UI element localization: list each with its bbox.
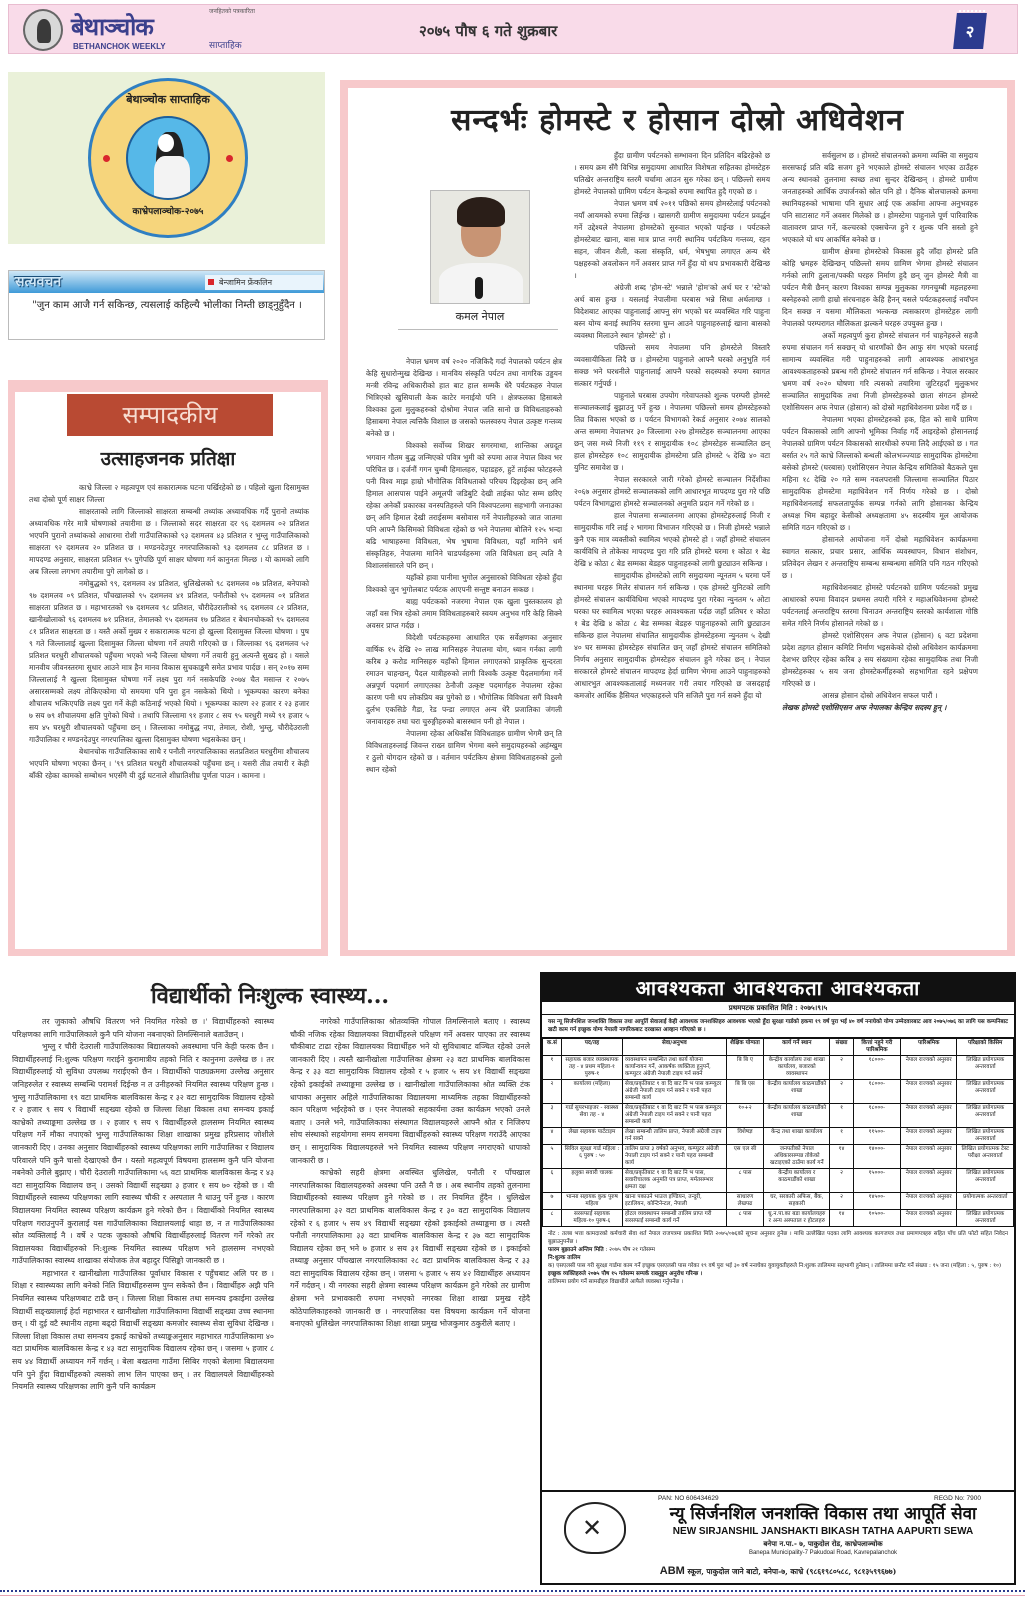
editorial-paragraph: साक्षरताको लागि जिल्लाको साक्षरता सम्बन्धी तथ्यांक अध्यावधिक गर्दै पुरानो तथ्यांक अध्यावधिक गरेर मात्रै घोषणाको तयारीमा छ । जिल्लाको सदर साक्षरता दर ९६ दशमलव ०२ प्रतिशत भएपनि पुरानो तथ्यांकको आधारमा रोशी गाउँपालिकाको ९३ दशमलव ४३ प्रतिशत र भुम्लु गाउँपालिकाको साक्षरता ९२ दशमलव २० प्रतिशत छ । मण्डनदेउपुर नगरपालिकाको ९३ दशमलव ८८ प्रतिशत छ । मापदण्ड अनुसार, साक्षरता प्रतिशत ९५ पुगेपछि पूर्ण साक्षर घोषणा गर्न कानुनतः मिल्छ । यो कामको लागि अब जिल्ला लगभग तयारीमा पुगे लागेको छ । [29, 507, 309, 576]
vacancy-advertisement [540, 972, 1016, 1585]
vacancy-cell: प्रयोगात्मक अन्तरवार्ता [957, 1193, 1014, 1210]
article-paragraph: हुँदा ग्रामीण पर्यटनको सम्भावना दिन प्रतिदिन बढिरहेको छ । समय क्रम सँगै विभिन्न समुदायमा आधारित विशेषता सहितका होमस्टेहरु घतिखेर अन्तराष्ट्रिय स्तरमै चर्चामा आउन सुरु गरेका छन् । पछिल्लो समय होमस्टे नेपालको ग्रामिण पर्यटन केन्द्रको रुपमा स्थापित हुदै गएको छ । [574, 151, 770, 196]
vacancy-cell: १८०००- [853, 1104, 900, 1128]
deadline-label: फारम बुझाउने अन्तिम मिति [548, 1247, 604, 1253]
vacancy-cell: ८ [543, 1210, 562, 1227]
training-label: नि:शुल्क तालिम [548, 1255, 581, 1261]
vacancy-cell: नेपाल राज्यको अनुसार [900, 1104, 957, 1128]
article-column-1 [366, 356, 562, 776]
editorial-paragraph: नमोबुद्धको ९९, दशमलव २४ प्रतिशत, धुलिखेलको ९८ दशमलव ०७ प्रतिशत, बनेपाको ९७ दशमलव ०९ प्रतिशत, पाँचखालको ९५ दशमलव ४१ प्रतिशत, पनौतीको ९५ दशमलव ०१ प्रतिशत साक्षरता प्रतिशत छ । महाभारतको ९७ दशमलव ९८ प्रतिशत, चौरीदेउरालीको ९६ दशमलव ८२ प्रतिशत, खानीखोलाको ९६ दशमलव ७१ प्रतिशत, तेमालको ९५ दशमलव १७ प्रतिशत र बेथानचोकको ९५ दशमलव ८१ प्रतिशत साक्षरता छ । यस्तै अर्को मुख्य र सकारात्मक घटना हो खुल्ला दिसामुक्त जिल्ला घोषणा । पुष ९ गते जिल्लालाई खुल्ला दिसामुक्त जिल्ला घोषणा गर्ने तयारी गरिएको छ । जिल्लाका ९६ दशमलव ५२ प्रतिशत घरधुरी शौचालयको पहुँचमा भएको भन्दै जिल्ला घोषणा गर्ने तयारी हुनु अत्यन्तै सुखद हो । यसले मानवीय जीवनस्तरमा सुधार आउने मात्र हैन मानव विकास सुचकाङ्कमै समेत प्रभाव पार्दछ । सन् २०१७ सम्म जिल्लालाई नै खुल्ला दिसामुक्त घोषणा गर्ने लक्ष्य पुरा गर्न नसकेपछि २०७४ चैत मसान्त र २०७५ असारसम्मको लक्ष्य तोकिएकोमा यो समयमा पनि पुरा हुन नसकेको थियो । भूकम्पका कारण बनेका शौचालय भत्किएपछि लक्ष्य पुरा गर्ने केही कठिनाई भएको थियो । भूकम्पका कारण २२ हजार र २३ हजार ७ सय ७९ शौचालयमा क्षति पुगेको थियो । तथापि जिल्लामा ९१ हजार ८ सय ९५ घरधुरी मध्ये ९१ हजार ५ सय ४५ घरधुरी शौचालयको पहुँचमा छन् । जिल्लाका नमोबुद्ध नपा, तेमाल, रोशी, भुम्लु, चौरीदेउराली गाउँपालिका र मण्डनदेउपुर नगरपालिका खुल्ला दिसामुक्त घोषणा भइसकेका छन् । [29, 579, 309, 744]
vacancy-cell: ११५००- [853, 1128, 900, 1145]
ad-header: आवश्यकता आवश्यकता आवश्यकता [542, 974, 1014, 1002]
vacancy-cell: नेपाल राज्यको अनुसार [900, 1210, 957, 1227]
logo-panel [8, 72, 325, 244]
vacancy-cell: केन्द्रीय कार्यालय काठमाडौंको शाखा [764, 1104, 830, 1128]
column-header: परिक्षाको किसिम [957, 1039, 1014, 1056]
vacancy-cell: केन्द्रीय कार्यालय तथा शाखा कार्यालय, बजारको व्यवस्थापन [764, 1056, 830, 1080]
seal-dot-icon [103, 155, 110, 162]
vacancy-cell: ८ पास [726, 1210, 764, 1227]
column-header: कित्तां नहुने गरी पारिश्रमिक [853, 1039, 900, 1056]
masthead-english-name: BETHANCHOK WEEKLY [73, 42, 166, 51]
editorial-content [15, 392, 321, 949]
editorial-body [29, 482, 309, 782]
editorial-banner: सम्पादकीय [67, 394, 273, 436]
ad-footer-note: तालिममा प्रयोग गर्ने सामग्रीहरु विद्यार्थीले आफैले व्यवस्था गर्नुपर्नेछ । [548, 1279, 684, 1285]
vacancy-cell: नेपाल राज्यको अनुसार [900, 1169, 957, 1193]
vacancy-cell: ४ [543, 1128, 562, 1145]
vacancy-cell: बि बि ए [726, 1056, 764, 1080]
masthead [8, 4, 1018, 54]
vacancy-row [543, 1210, 1014, 1227]
article-paragraph: अर्को महत्वपुर्ण कुरा होमस्टे संचालन गर्न चाहनेहरुले सहजै रुपमा संचालन गर्न सक्छन् यो धारणाँको छैन आफु संग भएको घरलाई सामान्य व्यवस्थित गरी पाहुनाहरुको लागी आवश्यक आधारभुत आवश्यकताहरुको प्रबन्ध गरी होमस्टे संचालन गर्न सकिन्छ । नेपाल सरकार भ्रमण वर्ष २०२० घोषणा गरि त्यसको तयारिमा जुटिरहदाँ मुलुकभर सञ्चालित सामुदायिक तथा निजी होमस्टेहरुको छाता संगठन होमस्टे एशोसियसन अफ नेपाल (होसान) को दोस्रो महाधिवेशनमा प्रवेश गर्दै छ । [782, 331, 978, 412]
vacancy-cell: सहायक बजार व्यवस्थापक तह - ४ प्रथम महिला-१ पुरुष-१ [561, 1056, 622, 1080]
article-paragraph: विश्वको सर्वोच्च शिखर सगरमाथा, शान्तिका अग्रदूत भगवान गौतम बुद्ध जन्मिएको पवित्र भुमी को रुपमा आज नेपाल विश्व भर परिचित छ । दर्जनौं गगन चुम्बी हिमालहरु, पहाडहरु, हुटें ताईका फोटहरुले पनी विश्व माझ हाम्रो भौगोलिक विविधताको परिचय दिइरहेका छन् अनि हिमाल आसपास पाईने अमूलपी जडिबुटि देखी ताईका फोट सम्म छरिए रहेका अनेकौं प्रकारका वनस्पतिहरुले पनि विश्वपटलमा सहभागी जनाउका छन् अनि हिमाल देखी तराईसम्म बसोवास गर्ने नेपालीहरुको जात जातमा पनि आफ्नै किसिमको विविधता रहेको छ भने नेपालमा बोलिने १२५ भन्दा बढि भाषाहरुमा विविधता, भेष भुषामा विविधता, यहाँ मानिने धर्म संस्कृतिहरु, नेपालमा मानिने चाडपर्वहरुमा जति विविधता छन् त्यति नै विशालसंसारले पनि छन् । [366, 441, 562, 570]
ad-note: नोट : तलब भत्ता कामदारको कर्मचारी सेवा शर्त नेपाल राजपत्रमा प्रकाशित मिति २०७५/०७६को सूचना अनुसार हुनेछ । माथि उल्लेखित पदका लागि आवश्यक कागजपत्र तथा प्रमाणपत्रहरु सहित पाँच प्रति फोटो सहित निवेदन बुझाउनुपर्नेछ । [548, 1231, 1008, 1245]
article-paragraph: नेपालमा भएका होमस्टेहरुको हक, हित को साथै ग्रामिण पर्यटन विकासको लागि आफ्नो भूमिका निर्वाह गर्दै आइरहेको होसानलाई नेपालको ग्रामिण पर्यटन विकासको सारथीको रुपमा लिदै आईएको छ । गत बर्सात २५ गते काभ्रे जिल्लाको बन्थली कोलभञ्ज्याङ सामुदायिक होमस्टेमा बसेको होमस्टे (घरबास) एशोसिएसन नेपाल केन्द्रिय समितिको बैठकले पुस महिना १८ देखि २० गते सम्म नवलपरासी जिल्लामा सञ्चालित पिठार सामुदायिक होमस्टेमा महाधिवेशन गर्ने निर्णय गरेको छ । दोस्रो महाधिवेशनलाई सफलतापूर्वक सम्पन्न गर्नको लागि होसानका केन्द्रिय अध्यक्ष भिम बहादुर केसीको अध्यक्षतामा ४५ सदस्यीय मूल आयोजक समिति गठन गरिएको छ । [782, 415, 978, 532]
deadline-value: : २०७५ पौष २१ गतेसम्म [605, 1247, 655, 1253]
article-paragraph: काभ्रेको सहरी क्षेत्रमा अवस्थित धुलिखेल, पनौती र पाँचखाल नगरपालिकाका विद्यालयहरुको अवस्था पनि उस्तै नै छ । अब स्थानीय तहको तुलनामा विद्यार्थीहरुको स्वास्थ्य परिक्षण हुने गरेको छ । तर नियमित हुँदैन । धुलिखेल नगरपालिकामा ३२ वटा प्राथमिक बालविकास केन्द्र र ३० वटा सामुदायिक विद्यालय रहेको र ६ हजार ५ सय ४९ विद्यार्थी सङ्ख्या रहेको इकाईको तथ्याङ्कमा छ । त्यस्तै पनौती नगरपालिकामा ३३ वटा प्राथमिक बालविकास केन्द्र र ३७ वटा सामुदायिक विद्यालय रहेका छन् भने ७ हजार ४ सय ३१ विद्यार्थी सङ्ख्या रहेको छ । इकाईको तथ्याङ्क अनुसार पाँचखाल नगरपालिकाका २८ वटा प्राथमिक बालविकास केन्द्र र ३३ वटा सामुदायिक विद्यालय रहेका छन् । जसमा ५ हजार ५ सय ४२ विद्यार्थीहरु अध्यायन गर्ने गर्दछन् । यी नगरका सहरी क्षेत्रमा स्वास्थ्य परिक्षण कार्यक्रम हुने गरेको तर ग्रामीण क्षेत्रमा भने प्रभावकारी रुपमा नभएको नगरका शिक्षा शाखा प्रमुख रहेदै कोठेपालिकाहरुको जानकारी छ । नगरपालिका यस विषयमा कार्यक्रम गर्ने योजना बनाएको धुलिखेल नगरपालिकाका शिक्षा शाखा प्रमुख भोजकुमार ठकुरीले बताए । [290, 1168, 530, 1329]
vacancy-cell: लेखा सहायक पार्टटाइम [561, 1128, 622, 1145]
article-paragraph: महाभारत र खानीखोला गाउँपालिका पूर्वाधार विकास र पहुँचबाट अलि पर छ । शिक्षा र स्वास्थ्यका लागि बनेको निति विद्यार्थीहरुसम्म पुग्न सकेको छैन । विद्यार्थीहरु अझै पनि नियमित स्वास्थ्य परिक्षणबाट टाढै छन् । जिल्ला शिक्षा विकास तथा समन्वय इकाईमा उल्लेख विद्यार्थी सङ्ख्यालाई हेर्दा महाभारत र खानीखोला गाउँपालिकामा विद्यार्थी सङ्ख्या उच्च स्थानमा छन् । यी दुई वटै स्थानीय तहमा बढ्दो विद्यार्थी सङ्ख्या कमजोर स्वास्थ्य सेवा सुविधा देखिन्छ । जिल्ला शिक्षा विकास तथा समन्वय इकाई काभ्रेको तथ्याङ्कअनुसार महाभारत गाउँपालिकामा ४० वटा प्राथमिक बालविकास केन्द्र र ४३ वटा सामुदायिक विद्यालय रहेका छन् । जसमा ५ हजार ८ सय ४४ विद्यार्थी अध्यायन गर्ने गर्छन् । बेला बखतमा गाउँमा सिबिर गएको बेलामा बिद्यालयमा पनि पुने हुँदा विद्यार्थीहरुको त्यसको लाभ लिन पाएका छन् । तर विद्यालयले विद्यार्थीहरुको नियमति स्वास्थ्य परिक्षणका लागि कुनै पनि कार्यक्रम [12, 1268, 274, 1392]
page-number-badge [953, 13, 987, 49]
vacancy-cell: नेपाल राज्यको अनुसार [900, 1080, 957, 1104]
vacancy-cell: १ [830, 1104, 854, 1128]
quote-author-bar [205, 275, 323, 290]
vacancy-cell: लेखा सम्बन्धी तालिम प्राप्त, नेपाली अंग्रेजी टाइप गर्न सक्ने [623, 1128, 727, 1145]
vacancy-cell: गार्ड सुपरभाइजर - स्वास्थ्य सेवा तह - ४ [561, 1104, 622, 1128]
vacancy-cell: १४ [830, 1145, 854, 1169]
quote-title: सत्यवचन [15, 274, 62, 290]
vacancy-cell: धु.न.पा.का बडा कार्यालयहरु र अन्य अस्पताल र होटलहरु [764, 1210, 830, 1227]
editorial-paragraph: काभ्रे जिल्ला २ महत्वपूण एवं सकारात्मक घटना पर्खिरहेको छ । पहिलो खुला दिसामुक्त तथा दोस्रो पूर्ण साक्षर जिल्ला [29, 483, 309, 504]
vacancy-cell: सेवा/प्रकृतिबाट १ वा दि बाट नि भ पास कम्प्युटर अंग्रेजी नेपाली टाइप गर्न सक्ने र पानी पहरा सम्बन्धी कार्य [623, 1104, 727, 1128]
quote-author: बेन्जामिन फ्रेंकलिन [219, 278, 273, 287]
organization-name-nepali: न्यू सिर्जनशिल जनशक्ति विकास तथा आपूर्ति सेवा [669, 1504, 977, 1524]
vacancy-row [543, 1056, 1014, 1080]
column-header: सेवा/अनुभव [623, 1039, 727, 1056]
article-paragraph: बाह्य पर्यटकको नजरमा नेपाल एक खुला पुस्तकालय हो जहाँ वस भित्र रहेको तमाम विविधताहरुबारे स्वयम अनुभव गरि केहि सिक्ने अवसर प्राप्त गर्दछ । [366, 597, 562, 630]
article-paragraph: महाधिवेशनबाट होमस्टे पर्यटनको ग्रामिण पर्यटनको प्रमुख आधारको रुपमा विवादन प्रथमस तयारी गरिने र महाअधिवेशनमा होमस्टे पर्यटनलाई अन्तराष्ट्रिय स्तरमा चिनाउन अन्तराष्ट्रिय स्तरको कार्यशाला गोष्ठि समेत गरिने निर्णय होसानले गरेको छ । [782, 583, 978, 628]
vacancy-cell: १८०००- [853, 1080, 900, 1104]
article-paragraph: पछिल्लो समय नेपालमा पनि होमस्टेले विस्तारै व्यवसायीकिता लिदै छ । होमस्टेमा पाहुनाले आफ्नै घरको अनुभुति गर्न सक्छ भने घरधनीले पाहुनालाई आफ्नै घरको सदस्यको रुपमा स्वागत सत्कार गर्नुपर्छ । [574, 343, 770, 388]
vacancy-cell: लिखित प्रयोगात्मक टेस्ट परीक्षा अन्तरवार्ता [957, 1145, 1014, 1169]
vacancy-cell: ५ [543, 1145, 562, 1169]
article-paragraph: होसानले आयोजना गर्ने दोस्रो महाधिवेशन कार्यक्रममा स्वागत सत्कार, प्रचार प्रसार, आर्थिक व्यवस्थापन, विधान संशोधन, प्रतिवेदन लेखन र अन्तराष्ट्रिय सम्बन्ध सम्बन्धमा समिति पनि गठन गरिएको छ । [782, 535, 978, 580]
vacancy-cell: १४०००- [853, 1145, 900, 1169]
article-paragraph: यहाँको हावा पानीमा भुगोल अनुसारको विविधता रहेको हुँदा विश्वको जुन भुगोलबाट पर्यटक आएपनी सन्तुष्ट बनाउन सकछ । [366, 573, 562, 594]
masthead-weekly-label: साप्ताहिक [209, 41, 242, 51]
vacancy-cell: तालिम प्राप्त ३ वर्षको अनुभव, कम्प्युटर अंग्रेजी नेपाली टाइप गर्न सक्ने र पानी पहरा सम्बन्धी कार्य [623, 1145, 727, 1169]
quote-box [8, 270, 325, 340]
vacancy-cell: लिखित प्रयोगात्मक अन्तरवार्ता [957, 1104, 1014, 1128]
vacancy-cell: १ [830, 1128, 854, 1145]
masthead-logo-icon [23, 9, 63, 51]
vacancy-cell: केन्द्र तथा शाखा कार्यालय [764, 1128, 830, 1145]
contact-text: स्कूल, पाकुदोल जाने बाटो, बनेपा-७, काभ्रे (९८६१९८०५८८, ९८१३५९९६७७) [687, 1567, 897, 1576]
seal-dot-icon [226, 155, 233, 162]
vacancy-cell: सेवा/प्रकृतिबाट १ वा दि बाट नि भ पास, सवारीचालक अनुमति पत्र प्राप्त, मर्मतसम्भार क्षमता दक्ष [623, 1169, 727, 1193]
article-paragraph: नगरेको गाउँपालिकाका श्रोतव्यक्ति गोपाल तिमल्सिनाले बताए । स्वास्थ्य चौकी नजिक रहेका विद्यालयका विद्यार्थीहरुले परिक्षण गर्ने अवसर पाएका तर स्वास्थ्य चौकीबाट टाढा रहेका विद्यालयका विद्यार्थीहरु भने यो सुविधाबाट वञ्चित रहेको उनले जानकारी दिए । त्यस्तै खानीखोला गाउँपालिका क्षेत्रमा २३ वटा प्राथमिक बालविकास केन्द्र र ३३ वटा सामुदायिक विद्यालय रहेको र ५ हजार ५ सय ४१ विद्यार्थी सङ्ख्या रहेको इकाईको तथ्याङ्कमा उल्लेख छ । खानीखोला गाउँपालिकाका श्रोत व्यक्ति टंक धापाका अनुसार अहिले गाउँपालिकाका विद्यालयमा माध्यमिक तहका विद्यार्थीहरुको कान परिक्षण भईरहेको छ । एनर नेपालको सहकार्यमा उक्त कार्यक्रम भएको उनले बताए । उनले भने, गाउँपालिकाका संस्थागत विद्यालयहरुले आफ्नै श्रोत र निजिरुप सोच संस्थाको सहयोगमा समय समयमा विद्यार्थीहरुको स्वास्थ्य परिक्षण गराउँदै आएका छन् । सामुदायिक विद्यालयहरुले भने नियमित स्वास्थ्य परिक्षण नगराएको धापाको जानकारी छ । [290, 1017, 530, 1165]
vacancy-cell: भान्सा सहायक कुक पुरुष महिला [561, 1193, 622, 1210]
quote-header [9, 271, 324, 293]
vacancy-cell: लिखित प्रयोगात्मक अन्तरवार्ता [957, 1080, 1014, 1104]
vacancy-cell: २ [830, 1169, 854, 1193]
vacancy-cell: सेवा/प्रकृतिबाट १ वा दि बाट नि भ पास कम्प्युटर अंग्रेजी नेपाली टाइप गर्न सक्ने र पानी पहरा सम्बन्धी कार्य [623, 1080, 727, 1104]
vacancy-cell: लिखित प्रयोगात्मक अन्तरवार्ता [957, 1128, 1014, 1145]
ad-publication-date: प्रथमपटक प्रकाशित मिति : २०७५।९।५ [542, 1002, 1014, 1015]
author-photo [430, 190, 530, 304]
vacancy-cell: घर, सरकारी अफिस, बैंक, सहकारी [764, 1193, 830, 1210]
vacancy-row [543, 1193, 1014, 1210]
homestay-article-content [348, 88, 1007, 950]
student-health-headline: विद्यार्थीको निःशुल्क स्वास्थ्य... [150, 983, 390, 1009]
vacancy-cell: लिखित प्रयोगात्मक अन्तरवार्ता [957, 1210, 1014, 1227]
vacancy-cell: एस एल सी [726, 1145, 764, 1169]
homestay-article [340, 80, 1015, 956]
vacancy-cell: जनपतीको नेपाल अधिकारसम्पन्न तोकेको खटाइएको ठाउँमा कार्य गर्ने [764, 1145, 830, 1169]
ad-intro: यस न्यू सिर्जनशिल जनशक्ति विकास तथा आपूर्ति सेवालाई केही आवश्यक जनशक्तिहरु आवश्यक भएको हुँदा सुरक्षा गार्डको हकमा १९ वर्ष पुरा भई ४० वर्ष ननाघेको योग्य उम्मेदवारबाट आव २०७५/०७६ का लागि यस कम्पनिबाट खटी काम गर्न इच्छुक योग्य नेपाली नागरिकबाट दरखास्त आव्हान गरिएको छ । [542, 1015, 1014, 1038]
article-paragraph: होमस्टे एशोसिएसन अफ नेपाल (होसान) ६ वटा प्रदेशमा प्रदेश तहगत होसान कमिटि निर्माण भइसकेको दोस्रो अधिवेशन कार्यक्रममा देशभर छरिएर रहेका करिब ३ सय संख्यामा रहेका सामुदायिक तथा निजी होमस्टेहरुका ५ सय जना होमस्टेकर्मीहरुको सहभागिता रहने प्रक्षेपण गरिएको छ । [782, 631, 978, 688]
training-text: क) एसएलसी पास गरी सुरक्षा गार्डमा काम गर्ने इच्छुक एसएलसी पास गरेका १९ वर्ष पुरा भई ३० वर्ष ननाघेका युवायुवतीहरुले नि:शुल्क तालिममा सहभागी हुनेछन् । तालिममा छनौट गर्ने संख्या : १५ जना (महिला : ५, पुरुष : १०) [548, 1263, 1002, 1269]
vacancy-cell: हलुका सवारी चालक [561, 1169, 622, 1193]
column-header: पारिश्रमिक [900, 1039, 957, 1056]
vacancy-table [542, 1038, 1014, 1227]
seal-top-text: बेथाञ्चोक साप्ताहिक [126, 93, 210, 106]
vacancy-cell: ८ पास [726, 1169, 764, 1193]
vacancy-cell: २ [830, 1056, 854, 1080]
registration-number: REGD No: 7900 [934, 1495, 981, 1502]
article-column-2 [574, 150, 770, 702]
vacancy-cell: ६ [543, 1169, 562, 1193]
square-bullet-icon [208, 279, 214, 285]
vacancy-cell: ३ [543, 1104, 562, 1128]
pan-number: PAN: NO 606434629 [658, 1495, 719, 1502]
quote-text: "जुन काम आजै गर्न सकिन्छ, त्यसलाई कहिल्यै भोलीका निम्ती छाड्नुहुँदैन । [32, 300, 302, 311]
article-paragraph: सामुदायीक होमस्टेको लागि समुदायमा न्यूनतम ५ घरमा पर्ने स्थानमा घरहरु मिलेर संचालन गर्न सकिन्छ । एक होमस्टे युनिटको लागि होमस्टे संचालन कार्यविधिमा भएको मापदण्ड पुरा गरेका न्युनतम ५ ओटा घरका घर स्वामित्व भएका घरहरु आवश्यकता पर्दछ जहाँ प्रतिघर १ कोठा १ बेड देखि ४ कोठा ८ बेड सम्मका बेडहरु पाहुनाहरुको लागि छुट्याउन सकिन्छ हाल नेपालमा संचालित सामुदायीक होमस्टेहरुमा न्युनतम ५ देखी ४० घर सम्मका होमस्टेहरु संचालित छन् जहाँ होमस्टे संचालन समितिको निर्णय अनुसार सामुदायीक होमस्टेहरु संचालन हुने गरेका छन् । नेपाल सरकारले होमस्टे संचालन मापदण्ड हेर्दा ग्रामिण भेगमा आउने पाहुनाहरुको आधारभुत आवश्यकतालाई मध्यनजर गरी तयार गरिएको छ जसदहाई कमजोर आर्थिक हैसियत भएकाहरुले पनि सजिलै पुरा गर्न सक्ने हुँदा यो [574, 571, 770, 700]
vacancy-cell: खाना पकाउने भाउज इण्डियन, तन्दुरी, इटालियन, कोन्टिनेन्टल, नेपाली [623, 1193, 727, 1210]
vacancy-cell: व्यवस्थापन सम्बन्धित तथा कार्य योजना कार्यान्वयन गर्ने, आकर्षक व्यक्तित्व हुनुपर्ने, कम्प्युटर अंग्रेजी नेपाली टाइप गर्न सक्ने [623, 1056, 727, 1080]
article-column-3 [782, 150, 978, 714]
article-paragraph: हाल नेपालमा सञ्चालनमा आएका होमस्टेहरुलाई निजी र सामुदायीक गरि लाई २ भागमा विभाजन गरिएको छ । निजी होमस्टे भन्नाले कुनै एक मात्र व्यक्तीको स्वामित्व भएको होमस्टे हो । जहाँ होमस्टे संचालन कार्यविधि ले तोकेका मापदण्ड पुरा गरि प्रति होमस्टे घरमा १ कोठा १ बेड देखि ४ कोठा ८ बेड सम्मका बेडहरु पाहुनाहरुको लागी छुट्याउन सकिन्छ । [574, 511, 770, 568]
organization-emblem-icon [564, 1502, 626, 1554]
vacancy-row [543, 1128, 1014, 1145]
vacancy-cell: बि बि एस [726, 1080, 764, 1104]
article-paragraph: आसन्न होसान दोस्रो अधिवेशन सफल पारौं । [822, 691, 938, 700]
portrait-hair [457, 197, 505, 227]
contact-brand: ABM [659, 1565, 685, 1577]
vacancy-cell: नेपाल राज्यको अनुसार [900, 1193, 957, 1210]
vacancy-cell: १५०००- [853, 1169, 900, 1193]
vacancy-cell: नेपाल राज्यको अनुसार [900, 1145, 957, 1169]
vacancy-row [543, 1145, 1014, 1169]
author-byline: लेखक होमस्टे एशोसिएसन अफ नेपालका केन्द्रिय सदस्य हुन् । [782, 703, 947, 712]
bottom-dotted-rule [0, 1590, 1025, 1596]
apply-text: इच्छुक व्यक्तिहरुले २०७५ पौष १५ गतेसम्म सम्पर्क राख्नुहुन अनुरोध गरिन्छ । [548, 1271, 703, 1277]
vacancy-cell: लिखित प्रयोगात्मक अन्तरवार्ता [957, 1169, 1014, 1193]
article-paragraph: पाहुनाले घरबास उपयोग गरेवापतको शुल्क परम्परी होमस्टे सञ्चालकलाई बुझाउनु पर्ने हुन्छ । नेपालमा पछिल्लो समय होमस्टेहरुको तिव्र विकास भएको छ । पर्यटन विभागको रेकर्ड अनुसार २०७४ सालको अन्त सम्ममा नेपालभर ३० जिल्लामा २२७ होमस्टेहरु सञ्चालनमा आएका छन् जस मध्ये निजी ११९ र सामुदायीक १०८ होमस्टेहरु सञ्चालित छन् हाल होमस्टेहरु १०८ सामुदायीक होमस्टेमा प्रति होमस्टे ५ देखि ४० वटा युनिट समावेश छ । [574, 391, 770, 472]
address-english: Banepa Municipality-7 Pakudoal Road, Kavrepalanchok [748, 1550, 898, 1556]
seal-figure-face [158, 134, 174, 152]
vacancy-cell: नेपाल राज्यको अनुसार [900, 1056, 957, 1080]
vacancy-cell: विशेषज्ञ [726, 1128, 764, 1145]
article-paragraph: ग्रामीण क्षेत्रमा होमस्टेको विकास हुदै जाँदा होमस्टे प्रति कोहि भ्रमहरु देखिन्छन् पछिल्लो समय ग्रामिण भेगमा होमस्टे संचालन गर्नको लागि ठुलाना/पक्की घरहरु निर्माण हुदै छन् जुन होमस्टे मैत्री वा पर्यटन मैत्री छैनन् कारण विश्वका सम्पन्न मुलुकका गगनचुम्बी महलहरुमा बस्नेहरुको लागी हाम्रो संरचनाहरु केहि हैनन् यसले पर्यटकहरुलाई नयाँपन दिन सक्छ न यसमा मौलिकता भल्कन्छ त्यसकारण होमस्टेहरु लागी नेपालको परम्परागत मौलिकता झल्कने घरहरु उपयुक्त हुन्छ । [782, 247, 978, 328]
table-header-row [543, 1039, 1014, 1056]
article-paragraph: नेपाल भ्रमण वर्ष २०११ पछिको समय होमस्टेलाई पर्यटनको नयाँ आयमको रुपमा लिईन्छ । खासगरी ग्रामीण समुदायमा पर्यटन प्रवर्द्धन गर्ने उद्देश्यले नेपालमा होमस्टेको सुरुवात भएको पाईन्छ । पर्यटकले होमस्टेबाट खाना, बास मात्र प्राप्त नगरी स्थानिय पर्यटकिय गन्तव्य, रहन सहन, जीवन शैली, कला संस्कृति, धर्म, भेषभुषा लगाएत अन्य धेरै पक्षहरुको अवलोकन गर्ने अवसर प्राप्त गर्ने हुँदा यो थप प्रभावकारी देखिन्छ । [574, 199, 770, 280]
vacancy-row [543, 1080, 1014, 1104]
vacancy-cell: कार्यालय (महिला) [561, 1080, 622, 1104]
article-paragraph: भुम्लु र चौरी देउराली गाउँपालिकाका बिद्यालयको अवस्थामा पनि केही फरक छैन । विद्यार्थीहरुलाई नि:शुल्क परिक्षण गराईने कुरामात्रीय तहको निति र कानुनमा उल्लेख छ । तर विद्यार्थीहरुलाई यो सुविधा उपलब्ध गराईएको छैन । विद्यार्थीको पाठ्यक्रममा उल्लेख अनुसार जनिहरुलेत र स्वास्थ्य सम्बन्धि परामर्श दिईन्छ न त उनीहरुको नियमित स्वास्थ्य परिक्षण हुन्छ । भुम्लु गाउँपालिकामा १९ वटा प्राथमिक बालविकास केन्द्र र ३२ वटा सामुदायिक विद्यालय रहेको र २ हजार ९ सय ९ विद्यार्थी सङ्ख्या रहेको छ जिल्ला शिक्षा विकास तथा समन्वय इकाई काभ्रेको तथ्याङ्कमा उल्लेख छ । २ हजार ९ सय ९ विद्यार्थीहरुले हालसम्म नियमित स्वास्थ्य परिक्षण गर्ने मौका नपाएको भुम्लु गाउँपालिकाका शिक्षा शाखाका प्रमुख हरिप्रसाद जोशीले जानकारी दिए । उनका अनुसार विद्यार्थीहरुको स्वास्थ्य परिक्षणका लागि गाउँपालिका र विद्यालय परिवारले पनि कुनै चासो देखाएको छैन । यस्तो महत्वपूर्ण विषयमा हालसम्म कुनै पनि योजना नबनेको उनीले बुझाए । चौरी देउराली गाउँपालिकामा ५६ वटा प्राथमिक बालविकास केन्द्र र ४३ वटा सामुदायिक विद्यालय छन् । उसको विद्यार्थी सङ्ख्या ३ हजार १ सय ७० रहेको छ । यी विद्यार्थीहरुले स्वास्थ्य परिक्षणका लागि स्वास्थ्य चौकी र अस्पताल नै धाउनु पर्ने हुन्छ । कारण विद्यालयमा नियमित स्वास्थ्य परिक्षण कार्यक्रम हुने गरेको छैन । विद्यार्थीको नियमित स्वास्थ्य परिक्षण गराउनुपर्ने कुरालाई यस गाउँपालिकाका विद्यालयलाई थाहा छ, न त गाउँपालिकाका स्रोत व्यक्तिलाई नै । वर्षे २ पटक जुकाको औषधि विद्यार्थीहरुलाई वितरण गर्ने गरेको तर विद्यालयका विद्यार्थीहरुको नि:शुल्क नियमित स्वास्थ्य परिक्षण भने हालसम्म नभएको गाउँपालिकाका स्वास्थ्य शाखाका संयोजक तेज बहादुर पिसिङ्को जानकारी छ । [12, 1042, 274, 1266]
vacancy-cell: १०+२ [726, 1104, 764, 1128]
vacancy-cell: लिखित प्रयोगात्मक अन्तरवार्ता [957, 1056, 1014, 1080]
article-paragraph: सर्वसुलभ छ । होमस्टे संचालनको क्रममा व्यक्ति वा समुदाय सरसफाई प्रति बढि सजग हुने भएकाले होमस्टे संचालन भएका ठाउँहरु अन्य स्थानको तुलनामा स्वच्छ तथा सुन्दर देखिन्छन् । होमस्टे ग्रामीण जनताहरुको आर्थिक उपार्जनको स्रोत पनि हो । दैनिक बोलचालको क्रममा स्थानियहरुको भाषामा पनि सुधार आई एक अर्कामा आफ्ना अनुभवहरु पनि साटासाट गर्ने अवसर मिलेको छ । होमस्टेमा पाहुनाले पूर्ण पारिवारिक वातावरण प्राप्त गर्ने, कल्चरको एक्सचेन्ज हुने र शुल्क पनि सस्तो हुने भएकाले यो थप आकर्षित बनेको छ । [782, 151, 978, 244]
column-header: कार्य गर्ने स्थान [764, 1039, 830, 1056]
column-header: पद/तह [561, 1039, 622, 1056]
editorial-title: उत्साहजनक प्रतिक्षा [100, 448, 236, 470]
seal-center [126, 116, 210, 200]
vacancy-table-body [543, 1056, 1014, 1227]
vacancy-cell: साधारण लेखपढ [726, 1193, 764, 1210]
column-header: क.सं [543, 1039, 562, 1056]
vacancy-cell: २ [543, 1080, 562, 1104]
vacancy-cell: सिविल सुरक्षा गार्ड महिला : ६ पुरुष : ५० [561, 1145, 622, 1169]
seal-bottom-text: काभ्रेपलाञ्चोक-२०७५ [132, 207, 204, 217]
vacancy-cell: सरसफाई सहायक महिला-१० पुरुष-६ [561, 1210, 622, 1227]
vacancy-cell: केन्द्रीय कार्यालय र काठमाडौंको शाखा [764, 1169, 830, 1193]
article-paragraph: विदेशी पर्यटकहरुमा आधारित एक सर्वेक्षणका अनुसार वार्षिक १५ देखि २० लाख मानिसहरु नेपालमा योग, ध्यान गर्नका लागी करिब ३ करोड मानिसहरु यहाँको हिमाल लगाएतको प्राकृतिक सुन्दरता रमाउन चाहन्छन्, पैदल यात्रीहरुको लागी विश्वकै उत्कृष्ट पैदलमार्गमा गर्ने अन्नपूर्ण पदमार्ग लगाएतका ठेनौजी उत्कृष्ट पदमार्गहरु नेपालमा रहेका कारण पनी थप लोकप्रिय बन्न पुगेको छ । भौगोलिक विविधता सगैं विश्वमै दुर्लभ एकसिङे गैडा, रेड पन्डा लगाएत अन्य धेरै प्रजातिका जंगली जनावारहरु तथा चरा चुरुङ्गीहरुको बासस्थान पनी हो नेपाल । [366, 633, 562, 726]
vacancy-cell: ७ [543, 1193, 562, 1210]
vacancy-cell: नेपाल राज्यको अनुसार [900, 1128, 957, 1145]
page-number: २ [964, 22, 976, 41]
article-paragraph: तर जुकाको औषधि वितरण भने नियमित गरेको छ ।' विद्यार्थीहरुको स्वास्थ्य परिक्षणका लागि गाउँपालिकाले कुनै पनि योजना नबनाएको तिमल्सिनाले बताउँछन् । [12, 1017, 274, 1039]
column-header: शैक्षिक योग्यता [726, 1039, 764, 1056]
vacancy-row [543, 1169, 1014, 1193]
article-paragraph: अंग्रेजी शब्द 'होम-स्टे' भन्नाले 'होम'को अर्थ घर र 'स्टे'को अर्थ बास हुन्छ । यसलाई नेपालीमा घरबास भन्ने सिधा अर्थलाग्छ । विदेशबाट आएका पाहुनालाई आफ्नु संग भएको घर व्यवस्थित गरि पाहुना बस्न योग्य बनाई स्थानिय स्तरमा घुम्न आउने पाहुनाहरुलाई खाना बासको व्यवस्था मिलाउने स्थान 'होमस्टे' हो । [574, 283, 770, 340]
seal-figure-body [154, 156, 190, 200]
article-paragraph: नेपाल भ्रमण वर्ष २०२० नजिकिदै गर्दा नेपालको पर्यटन क्षेत्र केहि सुधारोन्मुख देखिन्छ । मानविय संस्कृति पर्यटन तथा नागरिक उड्डयन मन्त्री रविन्द्र अधिकारीको हात बाट हाल सम्मकै धेरै पर्यटकहरु नेपाल भित्रिएको खुसियाली केक काटेर मनाईयो पनि । क्षेत्रफलका हिसाबले विश्वका ठुला मुलुकहरुको दोश्रोमा नेपाल जति सानो छ विविधताहरुको हिसाबमा नेपाल त्यत्तिकै विशाल छ जसको फलस्वरुप नेपाल उत्कृष्ट गन्तव्य बनेको छ । [366, 357, 562, 438]
editorial-paragraph: बेथानचोक गाउँपालिकाका साथै र पनौती नगरपालिकाका सतप्रतिशत घरधुरीमा शौचालय भएपनि घोषणा भएका छैनन् । '९९ प्रतिशत घरधुरी शौचालयको पहुँचमा छन् । यसरी तीव्र तयारी र केही बाँकी रहेका कामको सम्बोधन भएसँगै यी दुई घटनाले शीघ्रातिशीघ्र पूर्णता पाउन । कामना । [29, 747, 309, 780]
author-caption: कमल नेपाल [455, 310, 505, 323]
contact-line [542, 1564, 1014, 1579]
student-health-column-1 [12, 1016, 274, 1394]
column-header: संख्या [830, 1039, 854, 1056]
article-headline: सन्दर्भः होमस्टे र होसान दोस्रो अधिवेशन [451, 103, 904, 138]
divider [398, 329, 558, 330]
masthead-tagline: जनहितको पत्रकारिता [209, 8, 255, 15]
vacancy-cell: केन्द्रीय कार्यालय काठमाडौंको शाखा [764, 1080, 830, 1104]
article-paragraph: नेपालमा रहेका अधिकाँस विविधताहरु ग्रामीण भेगमै छन् ति विविधताहरुलाई जिवन्त राख्न ग्रामिण भेगमा बस्ने समुदायहरुको अहंम्खुम र ठुलो योगदान रहेको छ । वर्तमान पर्यटकिय क्षेत्रमा विविधताहरुको ठुलो स्थान रहेको [366, 729, 562, 774]
student-health-column-2 [290, 1016, 530, 1331]
ad-notes [542, 1227, 1014, 1490]
vacancy-cell: १८०००- [853, 1056, 900, 1080]
editorial-section [8, 380, 328, 956]
issue-date: २०७५ पौष ६ गते शुक्रबार [419, 22, 558, 40]
sunglasses-icon [475, 277, 483, 299]
vacancy-cell: १४ [830, 1210, 854, 1227]
vacancy-cell: २ [830, 1193, 854, 1210]
ad-organization-footer [542, 1490, 1014, 1583]
newspaper-seal-icon [88, 78, 248, 238]
ad-deadline [548, 1246, 1008, 1254]
vacancy-cell: होटल व्यवस्थापन सम्बन्धी तालिम प्राप्त गरी सरसफाई सम्बन्धी कार्य गर्ने [623, 1210, 727, 1227]
address-nepali: बनेपा न.पा.- ७, पाकुदोल रोड, काभ्रेपलाञ्चोक [763, 1539, 883, 1548]
vacancy-cell: १ [543, 1056, 562, 1080]
vacancy-cell: २ [830, 1080, 854, 1104]
article-paragraph: नेपाल सरकारले जारी गरेको होमस्टे सञ्चालन निर्देशीका २०६७ अनुसार होमस्टे सञ्चालकको लागि आधारभूत मापदण्ड पुरा गरे पछि पर्यटन विभागद्वारा होमस्टे सञ्चालनको अनुमति प्रदान गर्ने गरेको छ । [574, 475, 770, 508]
vacancy-cell: १०५००- [853, 1210, 900, 1227]
masthead-name: बेथाञ्चोक [71, 13, 153, 41]
organization-name-english: NEW SIRJANSHIL JANSHAKTI BIKASH TATHA AAPURTI SEWA [672, 1526, 974, 1537]
vacancy-cell: १४५००- [853, 1193, 900, 1210]
vacancy-row [543, 1104, 1014, 1128]
